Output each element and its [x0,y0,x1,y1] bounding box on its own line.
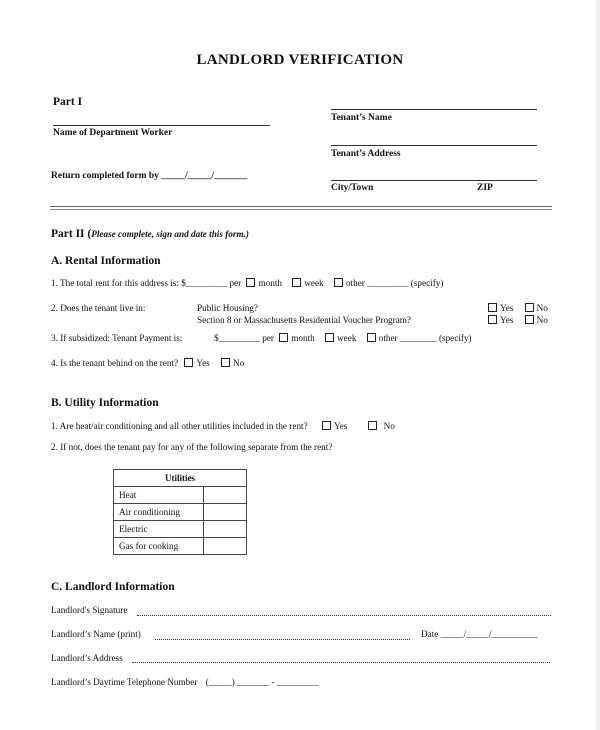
yes-label: Yes [500,315,514,325]
q1-month-checkbox[interactable] [246,278,255,287]
address-line[interactable] [132,662,550,663]
part1-heading: Part I [53,96,83,108]
tenant-name-line[interactable] [331,109,537,110]
table-row [114,538,247,555]
q4-text: 4. Is the tenant behind on the rent? [51,358,179,368]
part2-heading: Part II ( [51,228,92,240]
return-by-label[interactable]: Return completed form by _____/_____/_______ [51,171,248,181]
q1-rent-row [51,278,443,288]
city-label: City/Town [331,183,374,193]
utility-gas-for-cooking-cell[interactable] [204,538,247,555]
q4-row [51,358,244,368]
address-label: Landlord’s Address [51,653,123,663]
q4-no-checkbox[interactable] [221,358,230,367]
b-q2-text: 2. If not, does the tenant pay for any of the following separate from the rent? [51,442,333,452]
q2-opt2-no-checkbox[interactable] [525,315,534,324]
q3-week-label: week [337,333,357,343]
utility-heat: Heat [114,487,204,504]
tenant-address-line[interactable] [331,145,537,146]
b-q1-yes-checkbox[interactable] [322,421,331,430]
section-divider [50,206,552,210]
table-row [114,521,247,538]
phone-row [51,677,318,687]
tenant-name-label: Tenant’s Name [331,113,392,123]
q3-other-checkbox[interactable] [367,333,376,342]
table-header-row [114,470,247,487]
phone-format[interactable]: (_____) _______ - _________ [205,677,319,687]
phone-label: Landlord’s Daytime Telephone Number [51,677,198,687]
q3-amount[interactable]: $_________ per [214,333,274,343]
q1-other-label: other _________ (specify) [345,278,444,288]
utility-air-conditioning: Air conditioning [114,504,204,521]
city-zip-line[interactable] [331,180,537,181]
utility-electric: Electric [114,521,204,538]
q2-opt1-no-checkbox[interactable] [525,303,534,312]
utility-air-conditioning-cell[interactable] [204,504,247,521]
utilities-table [113,469,247,555]
page-edge [596,0,600,730]
q1-month-label: month [258,278,282,288]
section-b-heading: B. Utility Information [51,397,159,409]
q2-opt1-yes-no [488,303,548,313]
b-q1-text: 1. Are heat/air conditioning and all other utilities included in the rent? [51,421,308,431]
yes-label: Yes [500,303,514,313]
zip-label: ZIP [477,183,493,193]
q3-other-label: other ________ (specify) [378,333,472,343]
q3-text: 3. If subsidized: Tenant Payment is: [51,333,183,343]
yes-label: Yes [333,421,348,431]
signature-label: Landlord's Signature [51,605,128,615]
utility-electric-cell[interactable] [204,521,247,538]
q2-opt1-yes-checkbox[interactable] [488,303,497,312]
utilities-header: Utilities [114,470,247,487]
no-label: No [383,421,395,431]
no-label: No [536,303,548,313]
table-row [114,487,247,504]
no-label: No [536,315,548,325]
q2-text: 2. Does the tenant live in: [51,303,146,313]
yes-label: Yes [196,358,210,368]
q2-opt2-yes-no [488,315,548,325]
q3-week-checkbox[interactable] [325,333,334,342]
tenant-address-label: Tenant’s Address [331,149,401,159]
utility-gas-for-cooking: Gas for cooking [114,538,204,555]
part2-heading-row [51,224,249,242]
b-q1-row [51,421,395,431]
b-q1-no-checkbox[interactable] [368,421,377,430]
q2-section8-label: Section 8 or Massachusetts Residential Voucher Program? [197,315,411,325]
table-row [114,504,247,521]
q1-other-checkbox[interactable] [334,278,343,287]
signature-line[interactable] [137,615,551,616]
name-label: Landlord’s Name (print) [51,629,141,639]
q1-week-checkbox[interactable] [292,278,301,287]
no-label: No [233,358,245,368]
date-label[interactable]: Date _____/_____/__________ [421,629,538,639]
dept-worker-label: Name of Department Worker [53,128,173,138]
q3-payment-row [214,333,472,343]
q2-opt2-yes-checkbox[interactable] [488,315,497,324]
q3-month-checkbox[interactable] [279,333,288,342]
form-title: LANDLORD VERIFICATION [196,52,404,68]
dept-worker-line[interactable] [53,125,270,126]
name-line[interactable] [155,639,410,640]
part2-instruction: Please complete, sign and date this form.) [91,229,249,239]
utility-heat-cell[interactable] [204,487,247,504]
section-a-heading: A. Rental Information [51,255,161,267]
q4-yes-checkbox[interactable] [184,358,193,367]
section-c-heading: C. Landlord Information [51,581,175,593]
q1-week-label: week [304,278,324,288]
q2-public-housing-label: Public Housing? [197,303,258,313]
q1-text: 1. The total rent for this address is: $_________ per [51,278,242,288]
q3-month-label: month [291,333,315,343]
